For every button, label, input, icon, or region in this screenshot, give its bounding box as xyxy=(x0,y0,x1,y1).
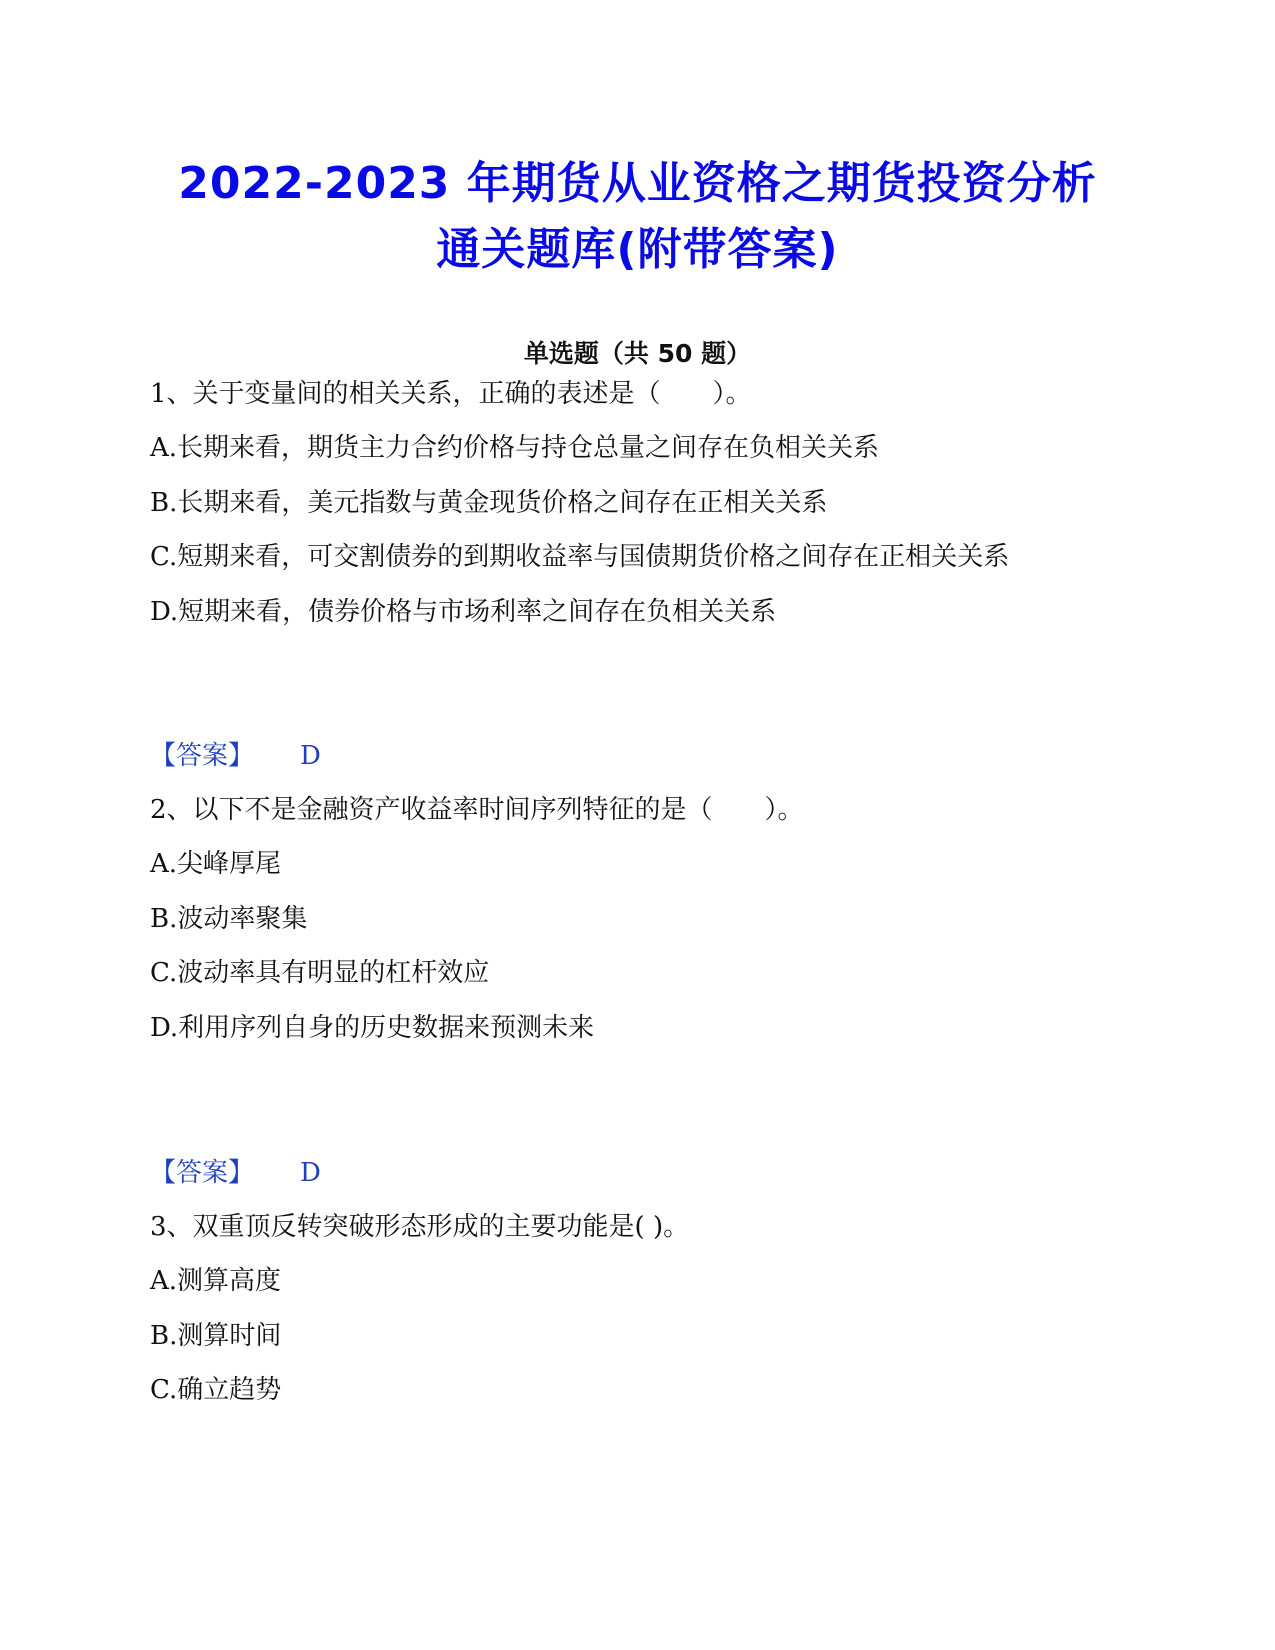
question-1-stem: 1、关于变量间的相关关系，正确的表述是（ ）。 xyxy=(150,379,752,409)
question-2-option-d: D.利用序列自身的历史数据来预测未来 xyxy=(150,1013,595,1043)
question-1-answer xyxy=(150,738,321,774)
question-3-option-b: B.测算时间 xyxy=(150,1321,282,1351)
question-2-option-b: B.波动率聚集 xyxy=(150,904,308,934)
document-title-line-1: 2022-2023 年期货从业资格之期货投资分析 xyxy=(178,158,1097,209)
question-3-stem: 3、双重顶反转突破形态形成的主要功能是( )。 xyxy=(150,1212,690,1242)
question-3-option-a: A.测算高度 xyxy=(150,1266,282,1296)
answer-value: D xyxy=(300,1158,321,1188)
document-title-line-2: 通关题库(附带答案) xyxy=(436,224,839,275)
question-2-option-c: C.波动率具有明显的杠杆效应 xyxy=(150,958,490,988)
question-2-answer xyxy=(150,1155,321,1191)
question-1-option-d: D.短期来看，债券价格与市场利率之间存在负相关关系 xyxy=(150,597,777,627)
answer-label: 【答案】 xyxy=(150,1158,255,1188)
section-heading: 单选题（共 50 题） xyxy=(523,339,752,368)
question-1-option-c: C.短期来看，可交割债券的到期收益率与国债期货价格之间存在正相关关系 xyxy=(150,542,1010,572)
question-2-stem: 2、以下不是金融资产收益率时间序列特征的是（ ）。 xyxy=(150,795,804,825)
question-2-option-a: A.尖峰厚尾 xyxy=(150,849,282,879)
answer-value: D xyxy=(300,741,321,771)
question-3-option-c: C.确立趋势 xyxy=(150,1375,282,1405)
question-1-option-b: B.长期来看，美元指数与黄金现货价格之间存在正相关关系 xyxy=(150,488,828,518)
question-1-option-a: A.长期来看，期货主力合约价格与持仓总量之间存在负相关关系 xyxy=(150,433,880,463)
answer-label: 【答案】 xyxy=(150,741,255,771)
